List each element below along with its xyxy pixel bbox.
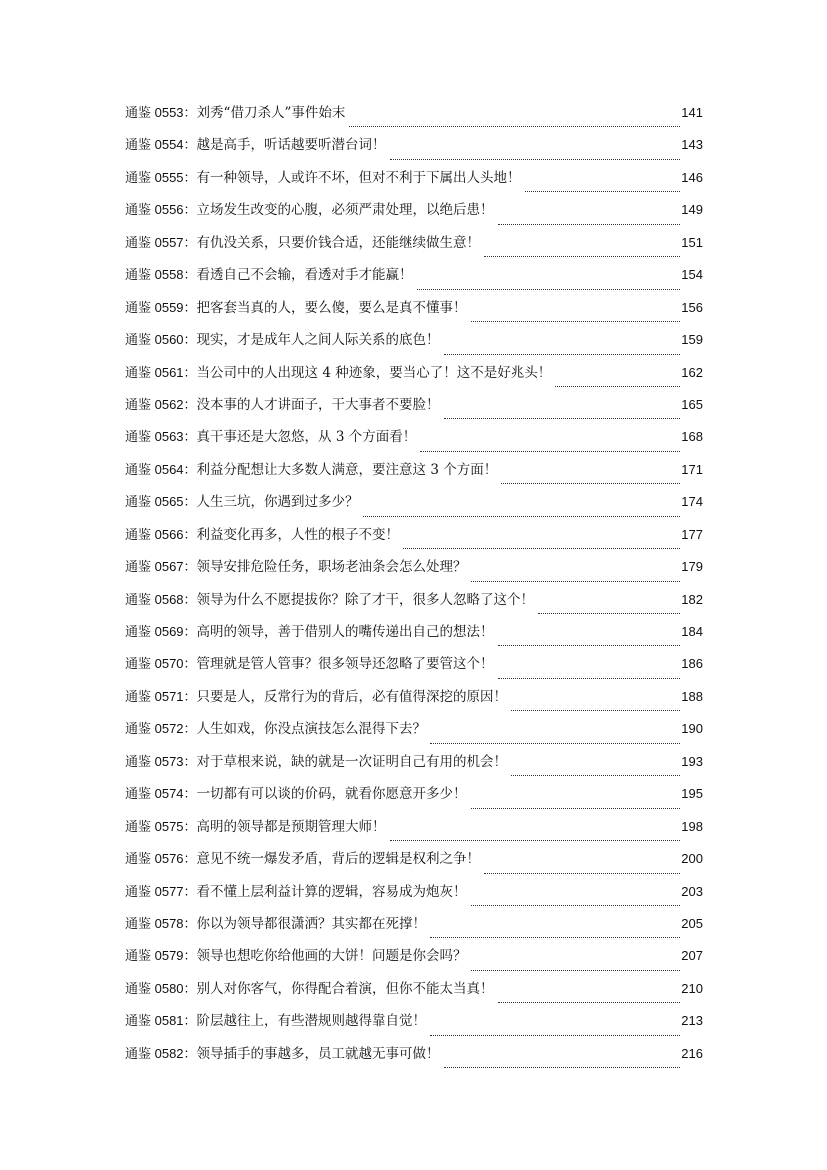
toc-entry-title bbox=[125, 718, 426, 740]
dot-leader bbox=[484, 873, 680, 874]
toc-entry[interactable] bbox=[125, 913, 703, 945]
toc-entry-label: 通鉴 0557： bbox=[125, 234, 197, 250]
toc-entry[interactable] bbox=[125, 978, 703, 1010]
toc-entry-title bbox=[125, 589, 534, 611]
dot-leader bbox=[501, 483, 680, 484]
toc-entry[interactable] bbox=[125, 653, 703, 685]
dot-leader bbox=[363, 516, 681, 517]
toc-entry-page: 188 bbox=[681, 688, 703, 704]
dot-leader bbox=[498, 678, 681, 679]
toc-entry-title bbox=[125, 329, 440, 351]
toc-entry-label: 通鉴 0564： bbox=[125, 461, 197, 477]
toc-entry-heading: 别人对你客气，你得配合着演，但你不能太当真！ bbox=[196, 980, 494, 997]
toc-entry[interactable] bbox=[125, 329, 703, 361]
toc-entry-label: 通鉴 0581： bbox=[125, 1013, 197, 1029]
toc-entry-label: 通鉴 0575： bbox=[125, 818, 197, 834]
toc-entry-label: 通鉴 0571： bbox=[125, 688, 197, 704]
toc-entry-page: 213 bbox=[681, 1013, 703, 1029]
toc-entry-page: 177 bbox=[681, 526, 703, 542]
toc-entry-page: 205 bbox=[681, 915, 703, 931]
toc-entry-label: 通鉴 0576： bbox=[125, 851, 197, 867]
toc-entry-label: 通鉴 0566： bbox=[125, 526, 197, 542]
toc-entry-heading: 越是高手，听话越要听潜台词！ bbox=[196, 137, 386, 154]
dot-leader bbox=[430, 937, 680, 938]
toc-entry-title bbox=[125, 686, 507, 708]
toc-entry[interactable] bbox=[125, 491, 703, 523]
toc-entry[interactable] bbox=[125, 751, 703, 783]
toc-entry-title bbox=[125, 751, 507, 773]
toc-entry[interactable] bbox=[125, 945, 703, 977]
toc-entry-label: 通鉴 0578： bbox=[125, 915, 197, 931]
toc-entry-page: 156 bbox=[681, 299, 703, 315]
toc-entry[interactable] bbox=[125, 362, 703, 394]
toc-entry-page: 162 bbox=[681, 364, 703, 380]
toc-entry[interactable] bbox=[125, 264, 703, 296]
toc-entry-heading: 立场发生改变的心腹，必须严肃处理，以绝后患！ bbox=[196, 202, 494, 219]
toc-entry-heading: 利益分配想让大多数人满意，要注意这 3 个方面！ bbox=[196, 461, 498, 478]
toc-entry-page: 174 bbox=[681, 494, 703, 510]
toc-entry-title bbox=[125, 653, 494, 675]
toc-entry-heading: 看透自己不会输，看透对手才能赢！ bbox=[196, 267, 413, 284]
toc-entry-heading: 看不懂上层利益计算的逻辑，容易成为炮灰！ bbox=[196, 883, 467, 900]
toc-entry[interactable] bbox=[125, 1043, 703, 1075]
toc-entry-label: 通鉴 0577： bbox=[125, 883, 197, 899]
toc-entry-page: 146 bbox=[681, 169, 703, 185]
toc-entry-heading: 意见不统一爆发矛盾，背后的逻辑是权利之争！ bbox=[196, 851, 481, 868]
toc-entry[interactable] bbox=[125, 297, 703, 329]
toc-entry-title bbox=[125, 297, 467, 319]
toc-entry[interactable] bbox=[125, 816, 703, 848]
toc-entry-heading: 有一种领导，人或许不坏，但对不利于下属出人头地！ bbox=[196, 169, 521, 186]
toc-entry-heading: 人生三坑，你遇到过多少？ bbox=[196, 494, 359, 511]
toc-entry-heading: 领导也想吃你给他画的大饼！问题是你会吗？ bbox=[196, 948, 467, 965]
toc-entry-page: 154 bbox=[681, 267, 703, 283]
toc-entry-title bbox=[125, 102, 345, 124]
toc-entry-page: 143 bbox=[681, 137, 703, 153]
toc-entry-label: 通鉴 0556： bbox=[125, 202, 197, 218]
table-of-contents bbox=[125, 102, 703, 1075]
toc-entry[interactable] bbox=[125, 134, 703, 166]
toc-entry-heading: 管理就是管人管事？很多领导还忽略了要管这个！ bbox=[196, 656, 494, 673]
dot-leader bbox=[484, 256, 680, 257]
dot-leader bbox=[417, 289, 681, 290]
toc-entry-heading: 有仇没关系，只要价钱合适，还能继续做生意！ bbox=[196, 234, 481, 251]
dot-leader bbox=[430, 1035, 680, 1036]
dot-leader bbox=[555, 386, 680, 387]
toc-entry-page: 200 bbox=[681, 851, 703, 867]
toc-entry-label: 通鉴 0582： bbox=[125, 1045, 197, 1061]
toc-entry-label: 通鉴 0554： bbox=[125, 137, 197, 153]
toc-entry-label: 通鉴 0570： bbox=[125, 656, 197, 672]
toc-entry-title bbox=[125, 1010, 426, 1032]
toc-entry-title bbox=[125, 459, 497, 481]
toc-entry-heading: 利益变化再多，人性的根子不变！ bbox=[196, 526, 400, 543]
toc-entry-page: 195 bbox=[681, 786, 703, 802]
toc-entry-title bbox=[125, 881, 467, 903]
toc-entry-heading: 一切都有可以谈的价码，就看你愿意开多少！ bbox=[196, 786, 467, 803]
toc-entry-title bbox=[125, 232, 480, 254]
toc-entry-title bbox=[125, 816, 386, 838]
toc-entry-label: 通鉴 0574： bbox=[125, 786, 197, 802]
toc-entry[interactable] bbox=[125, 524, 703, 556]
toc-entry[interactable] bbox=[125, 394, 703, 426]
toc-entry[interactable] bbox=[125, 426, 703, 458]
toc-entry-label: 通鉴 0558： bbox=[125, 267, 197, 283]
dot-leader bbox=[471, 321, 681, 322]
toc-entry[interactable] bbox=[125, 686, 703, 718]
toc-entry-title bbox=[125, 621, 494, 643]
toc-entry-title bbox=[125, 362, 551, 384]
toc-entry-heading: 领导安排危险任务，职场老油条会怎么处理？ bbox=[196, 559, 467, 576]
toc-entry-heading: 只要是人，反常行为的背后，必有值得深挖的原因！ bbox=[196, 688, 508, 705]
dot-leader bbox=[420, 451, 680, 452]
toc-entry-page: 168 bbox=[681, 429, 703, 445]
toc-entry-page: 198 bbox=[681, 818, 703, 834]
toc-entry-label: 通鉴 0555： bbox=[125, 169, 197, 185]
toc-entry-page: 207 bbox=[681, 948, 703, 964]
toc-entry[interactable] bbox=[125, 589, 703, 621]
toc-entry-title bbox=[125, 264, 413, 286]
toc-entry-title bbox=[125, 524, 399, 546]
toc-entry[interactable] bbox=[125, 459, 703, 491]
toc-entry-title bbox=[125, 978, 494, 1000]
toc-entry-label: 通鉴 0580： bbox=[125, 980, 197, 996]
toc-entry-heading: 你以为领导都很潇洒？其实都在死撑！ bbox=[196, 915, 427, 932]
dot-leader bbox=[471, 808, 681, 809]
toc-entry-label: 通鉴 0568： bbox=[125, 591, 197, 607]
toc-entry-page: 149 bbox=[681, 202, 703, 218]
toc-entry-title bbox=[125, 556, 467, 578]
dot-leader bbox=[511, 710, 680, 711]
toc-entry-heading: 阶层越往上，有些潜规则越得靠自觉！ bbox=[196, 1013, 427, 1030]
toc-entry[interactable] bbox=[125, 783, 703, 815]
toc-entry-title bbox=[125, 394, 440, 416]
toc-entry-heading: 真干事还是大忽悠，从 3 个方面看！ bbox=[196, 429, 417, 446]
dot-leader bbox=[471, 905, 681, 906]
toc-entry-heading: 对于草根来说，缺的就是一次证明自己有用的机会！ bbox=[196, 753, 508, 770]
dot-leader bbox=[525, 191, 681, 192]
toc-entry-page: 210 bbox=[681, 980, 703, 996]
toc-entry-title bbox=[125, 848, 480, 870]
toc-entry-page: 184 bbox=[681, 624, 703, 639]
toc-entry[interactable] bbox=[125, 718, 703, 750]
toc-entry-heading: 没本事的人才讲面子，干大事者不要脸！ bbox=[196, 396, 440, 413]
dot-leader bbox=[390, 159, 681, 160]
toc-entry-label: 通鉴 0565： bbox=[125, 494, 197, 510]
toc-entry-title bbox=[125, 134, 386, 156]
dot-leader bbox=[511, 775, 680, 776]
toc-entry-title bbox=[125, 945, 467, 967]
toc-entry-label: 通鉴 0553： bbox=[125, 105, 197, 120]
toc-entry-title bbox=[125, 199, 494, 221]
toc-entry[interactable] bbox=[125, 556, 703, 588]
toc-entry-page: 165 bbox=[681, 396, 703, 412]
toc-entry-heading: 刘秀“借刀杀人”事件始末 bbox=[196, 105, 346, 121]
dot-leader bbox=[498, 1002, 681, 1003]
toc-entry[interactable] bbox=[125, 848, 703, 880]
toc-entry-page: 159 bbox=[681, 332, 703, 348]
toc-entry[interactable] bbox=[125, 1010, 703, 1042]
dot-leader bbox=[349, 126, 680, 127]
dot-leader bbox=[390, 840, 681, 841]
toc-entry-label: 通鉴 0567： bbox=[125, 559, 197, 575]
toc-entry-page: 171 bbox=[681, 461, 703, 477]
dot-leader bbox=[471, 970, 681, 971]
toc-entry[interactable] bbox=[125, 881, 703, 913]
toc-entry-title bbox=[125, 913, 426, 935]
toc-entry-title bbox=[125, 426, 416, 448]
toc-entry-page: 190 bbox=[681, 721, 703, 737]
toc-entry-page: 179 bbox=[681, 559, 703, 575]
toc-entry-label: 通鉴 0560： bbox=[125, 332, 197, 348]
toc-entry-heading: 把客套当真的人，要么傻，要么是真不懂事！ bbox=[196, 299, 467, 316]
toc-entry-heading: 领导为什么不愿提拔你？除了才干，很多人忽略了这个！ bbox=[196, 591, 535, 608]
toc-entry[interactable] bbox=[125, 621, 703, 653]
toc-entry-page: 186 bbox=[681, 656, 703, 672]
dot-leader bbox=[471, 581, 681, 582]
toc-entry[interactable] bbox=[125, 167, 703, 199]
toc-entry-page: 193 bbox=[681, 753, 703, 769]
toc-entry[interactable] bbox=[125, 199, 703, 231]
dot-leader bbox=[444, 1067, 681, 1068]
toc-entry-title bbox=[125, 783, 467, 805]
dot-leader bbox=[498, 645, 681, 646]
toc-entry-label: 通鉴 0562： bbox=[125, 396, 197, 412]
toc-entry-heading: 人生如戏，你没点演技怎么混得下去？ bbox=[196, 721, 427, 738]
toc-entry-page: 203 bbox=[681, 883, 703, 899]
toc-entry-title bbox=[125, 491, 359, 513]
dot-leader bbox=[538, 613, 680, 614]
toc-entry-heading: 当公司中的人出现这 4 种迹象，要当心了！这不是好兆头！ bbox=[196, 364, 552, 381]
toc-entry-page: 216 bbox=[681, 1045, 703, 1061]
toc-entry-label: 通鉴 0572： bbox=[125, 721, 197, 737]
toc-entry-title bbox=[125, 1043, 440, 1065]
toc-entry[interactable] bbox=[125, 232, 703, 264]
toc-entry-label: 通鉴 0569： bbox=[125, 624, 197, 639]
toc-entry-label: 通鉴 0579： bbox=[125, 948, 197, 964]
toc-entry-page: 182 bbox=[681, 591, 703, 607]
toc-entry-heading: 高明的领导都是预期管理大师！ bbox=[196, 818, 386, 835]
toc-entry-label: 通鉴 0561： bbox=[125, 364, 197, 380]
toc-entry-label: 通鉴 0573： bbox=[125, 753, 197, 769]
toc-entry-heading: 现实，才是成年人之间人际关系的底色！ bbox=[196, 332, 440, 349]
dot-leader bbox=[444, 418, 681, 419]
dot-leader bbox=[444, 354, 681, 355]
dot-leader bbox=[498, 224, 681, 225]
toc-entry-title bbox=[125, 167, 521, 189]
toc-entry-label: 通鉴 0559： bbox=[125, 299, 197, 315]
toc-entry-label: 通鉴 0563： bbox=[125, 429, 197, 445]
toc-entry-page: 151 bbox=[681, 234, 703, 250]
toc-entry[interactable] bbox=[125, 102, 703, 134]
toc-entry-heading: 高明的领导，善于借别人的嘴传递出自己的想法！ bbox=[196, 624, 494, 640]
dot-leader bbox=[430, 743, 680, 744]
toc-entry-page: 141 bbox=[681, 105, 703, 120]
toc-entry-heading: 领导插手的事越多，员工就越无事可做！ bbox=[196, 1045, 440, 1062]
dot-leader bbox=[403, 548, 680, 549]
